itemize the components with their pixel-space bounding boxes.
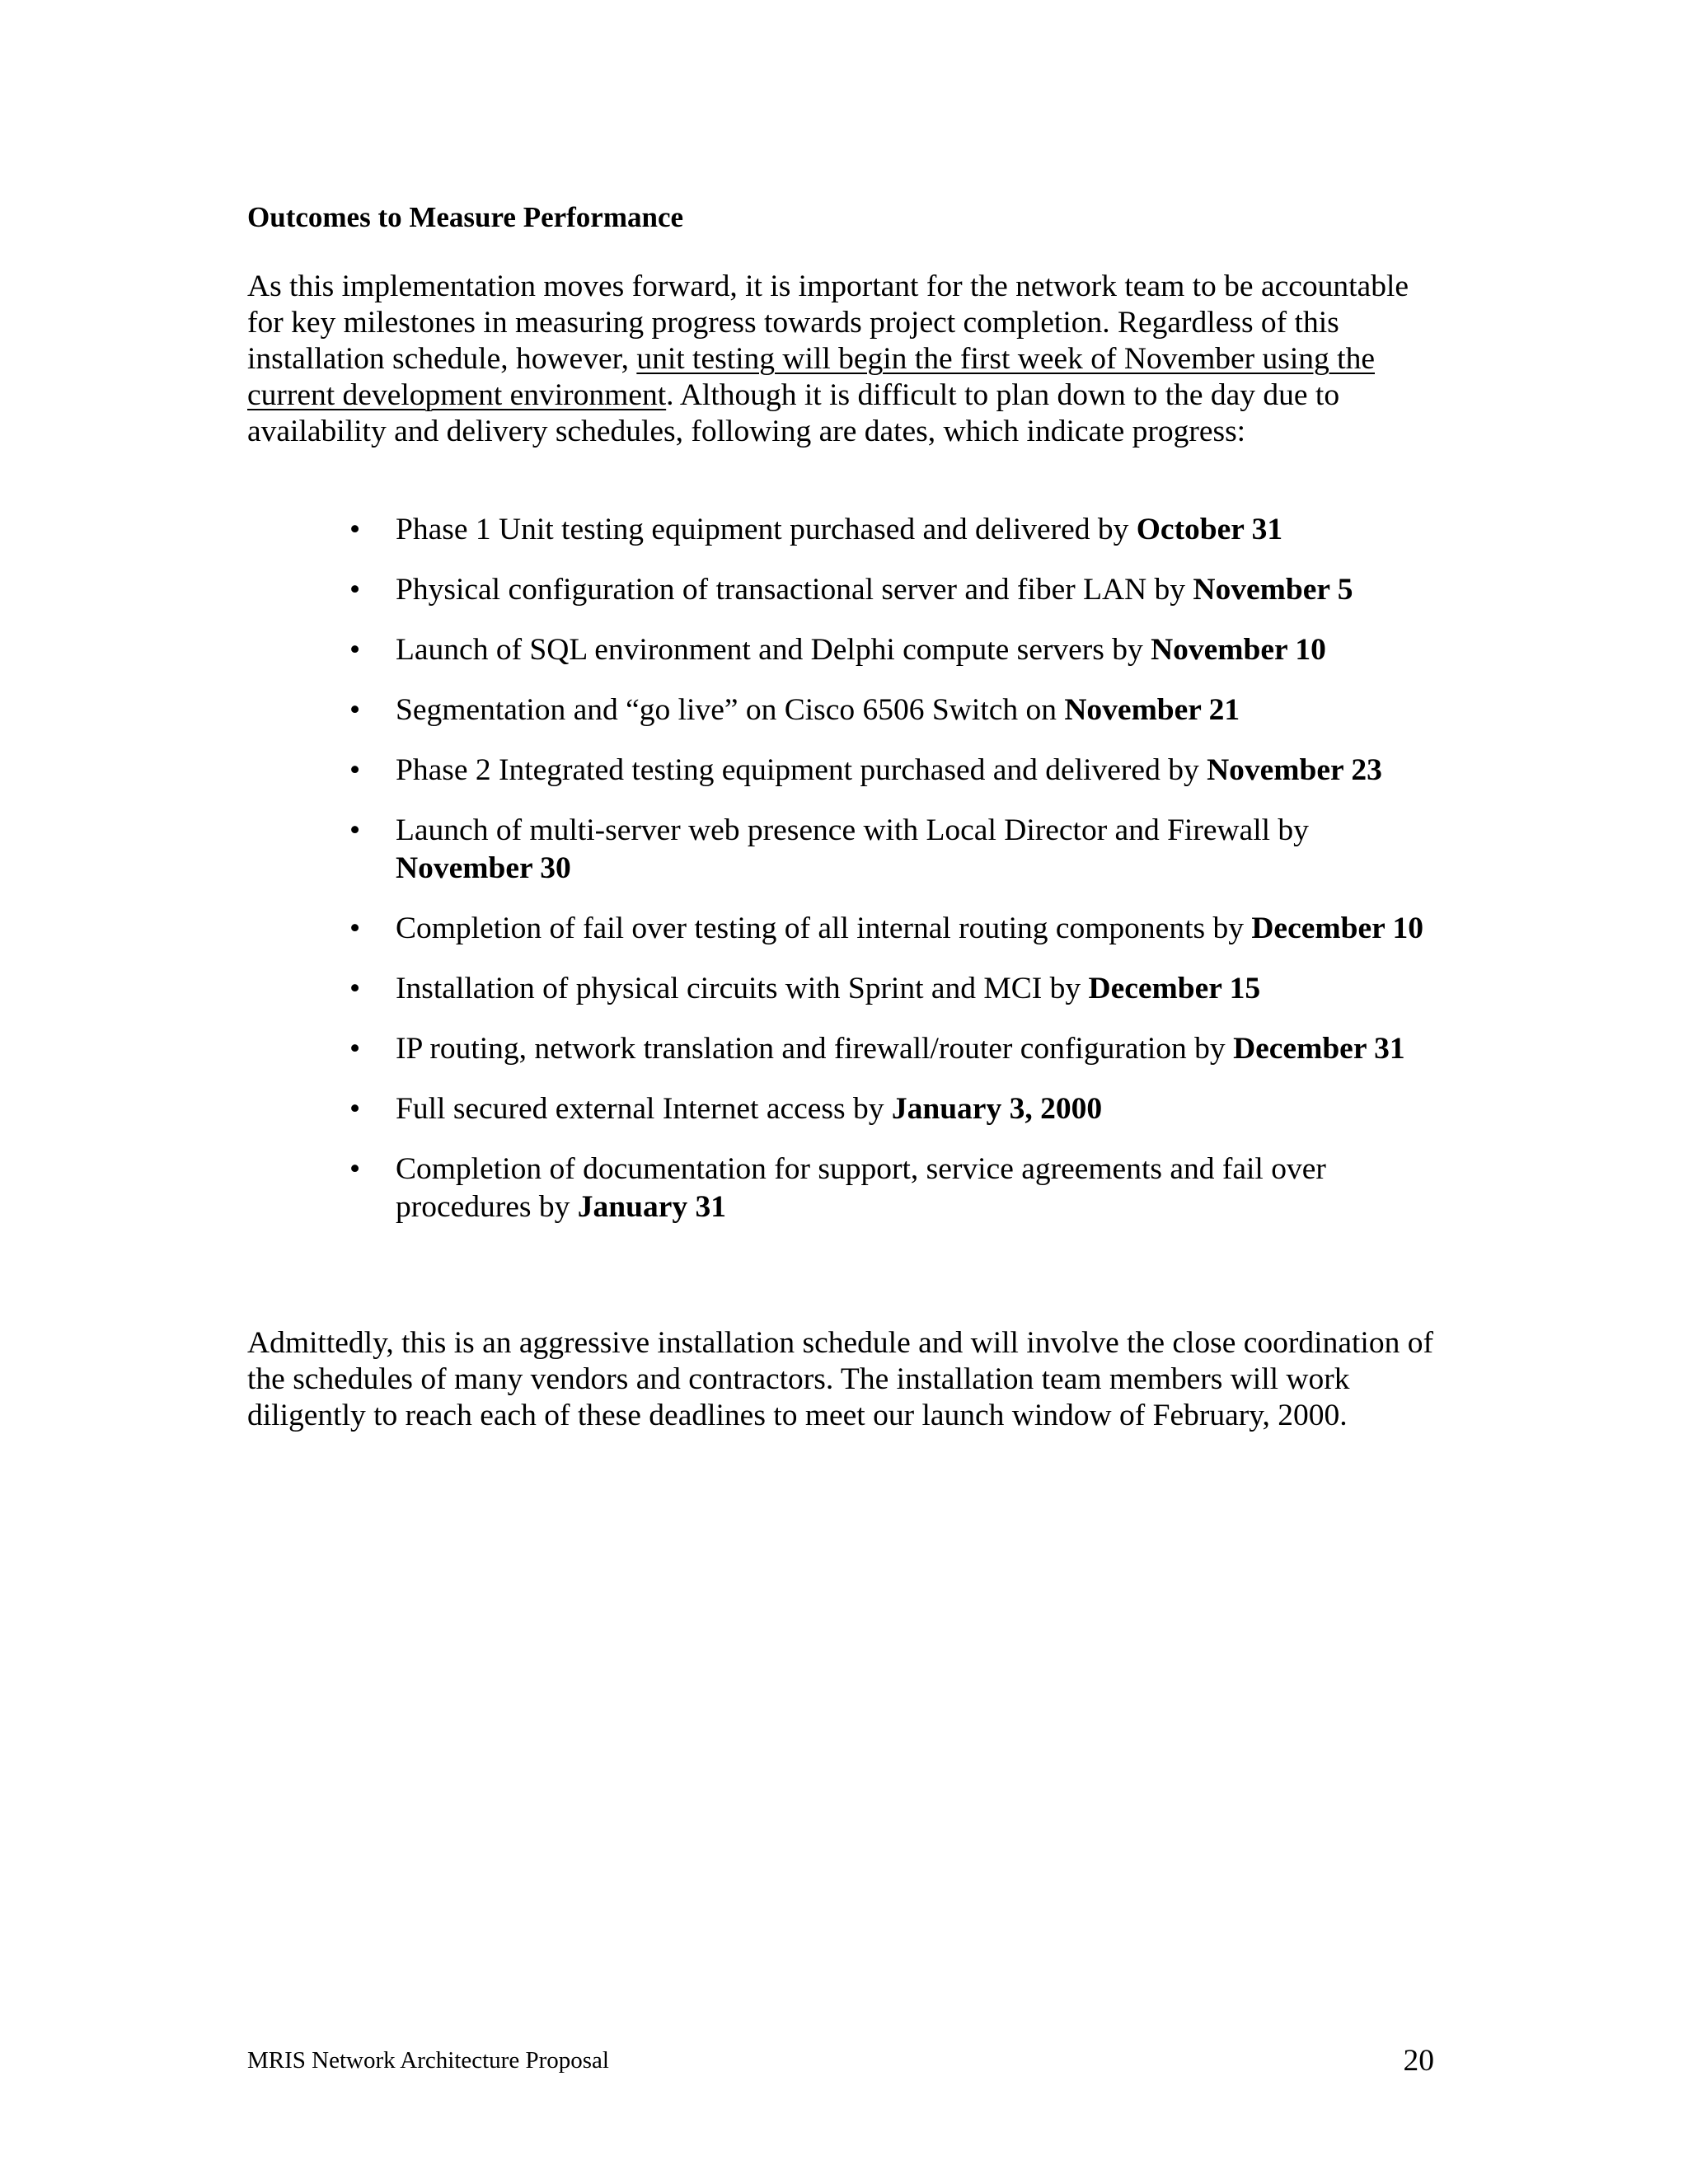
milestone-date: October 31 bbox=[1136, 513, 1283, 546]
bullet-icon: • bbox=[349, 972, 361, 1005]
bullet-icon: • bbox=[349, 912, 361, 945]
milestone-text: Physical configuration of transactional server and fiber LAN by bbox=[396, 573, 1193, 607]
milestone-text: Phase 2 Integrated testing equipment purchased and delivered by bbox=[396, 753, 1207, 787]
milestone-date: December 31 bbox=[1233, 1032, 1405, 1066]
milestone-text: Launch of multi-server web presence with Local Director and Firewall by bbox=[396, 813, 1309, 847]
milestone-item bbox=[349, 631, 1446, 669]
milestone-item bbox=[349, 752, 1446, 790]
milestone-item bbox=[349, 910, 1446, 948]
milestone-text: Phase 1 Unit testing equipment purchased and delivered by bbox=[396, 513, 1137, 546]
bullet-icon: • bbox=[349, 1032, 361, 1066]
section-heading: Outcomes to Measure Performance bbox=[247, 201, 684, 233]
milestone-date: January 3, 2000 bbox=[891, 1092, 1103, 1126]
milestone-date: November 21 bbox=[1064, 693, 1240, 727]
intro-text-after: . Although it is difficult to plan down to the day due to availability and delivery schedules, following are dates, which indicate progress: bbox=[247, 378, 1340, 448]
bullet-icon: • bbox=[349, 753, 361, 787]
milestone-text: Completion of documentation for support, service agreements and fail over procedures by bbox=[396, 1152, 1326, 1224]
milestone-item bbox=[349, 1090, 1446, 1128]
milestone-text: Completion of fail over testing of all internal routing components by bbox=[396, 912, 1252, 945]
bullet-icon: • bbox=[349, 633, 361, 667]
milestone-date: November 30 bbox=[396, 851, 571, 885]
milestone-date: January 31 bbox=[577, 1190, 726, 1224]
intro-text-before: As this implementation moves forward, it is important for the network team to be accountable for key milestones in measuring progress towards project completion. Regardless of this installation schedule, however, bbox=[247, 269, 1409, 376]
milestone-list bbox=[349, 511, 1446, 1249]
page-number: 20 bbox=[1403, 2044, 1434, 2078]
intro-paragraph bbox=[247, 269, 1451, 450]
milestone-item bbox=[349, 691, 1446, 729]
milestone-item bbox=[349, 571, 1446, 609]
milestone-item bbox=[349, 1151, 1446, 1226]
milestone-text: IP routing, network translation and firewall/router configuration by bbox=[396, 1032, 1234, 1066]
milestone-text: Launch of SQL environment and Delphi compute servers by bbox=[396, 633, 1151, 667]
milestone-date: December 15 bbox=[1088, 972, 1261, 1005]
bullet-icon: • bbox=[349, 513, 361, 546]
bullet-icon: • bbox=[349, 693, 361, 727]
footer-document-title: MRIS Network Architecture Proposal bbox=[247, 2047, 609, 2074]
milestone-date: November 5 bbox=[1193, 573, 1353, 607]
bullet-icon: • bbox=[349, 1152, 361, 1186]
milestone-item bbox=[349, 511, 1446, 549]
bullet-icon: • bbox=[349, 1092, 361, 1126]
milestone-date: November 23 bbox=[1207, 753, 1382, 787]
milestone-text: Installation of physical circuits with Sprint and MCI by bbox=[396, 972, 1089, 1005]
milestone-item bbox=[349, 1030, 1446, 1068]
milestone-date: November 10 bbox=[1151, 633, 1326, 667]
milestone-text: Full secured external Internet access by bbox=[396, 1092, 892, 1126]
milestone-item bbox=[349, 970, 1446, 1008]
bullet-icon: • bbox=[349, 573, 361, 607]
bullet-icon: • bbox=[349, 813, 361, 847]
milestone-text: Segmentation and “go live” on Cisco 6506 Switch on bbox=[396, 693, 1065, 727]
milestone-item bbox=[349, 812, 1446, 888]
milestone-date: December 10 bbox=[1251, 912, 1423, 945]
closing-paragraph: Admittedly, this is an aggressive installation schedule and will involve the close coordination of the schedules of many vendors and contractors. The installation team members will work diligently to reach each of these deadlines to meet our launch window of February, 2000. bbox=[247, 1326, 1433, 1432]
intro-underlined-text: unit testing will begin the first week of November using the current development environment bbox=[247, 342, 1375, 412]
